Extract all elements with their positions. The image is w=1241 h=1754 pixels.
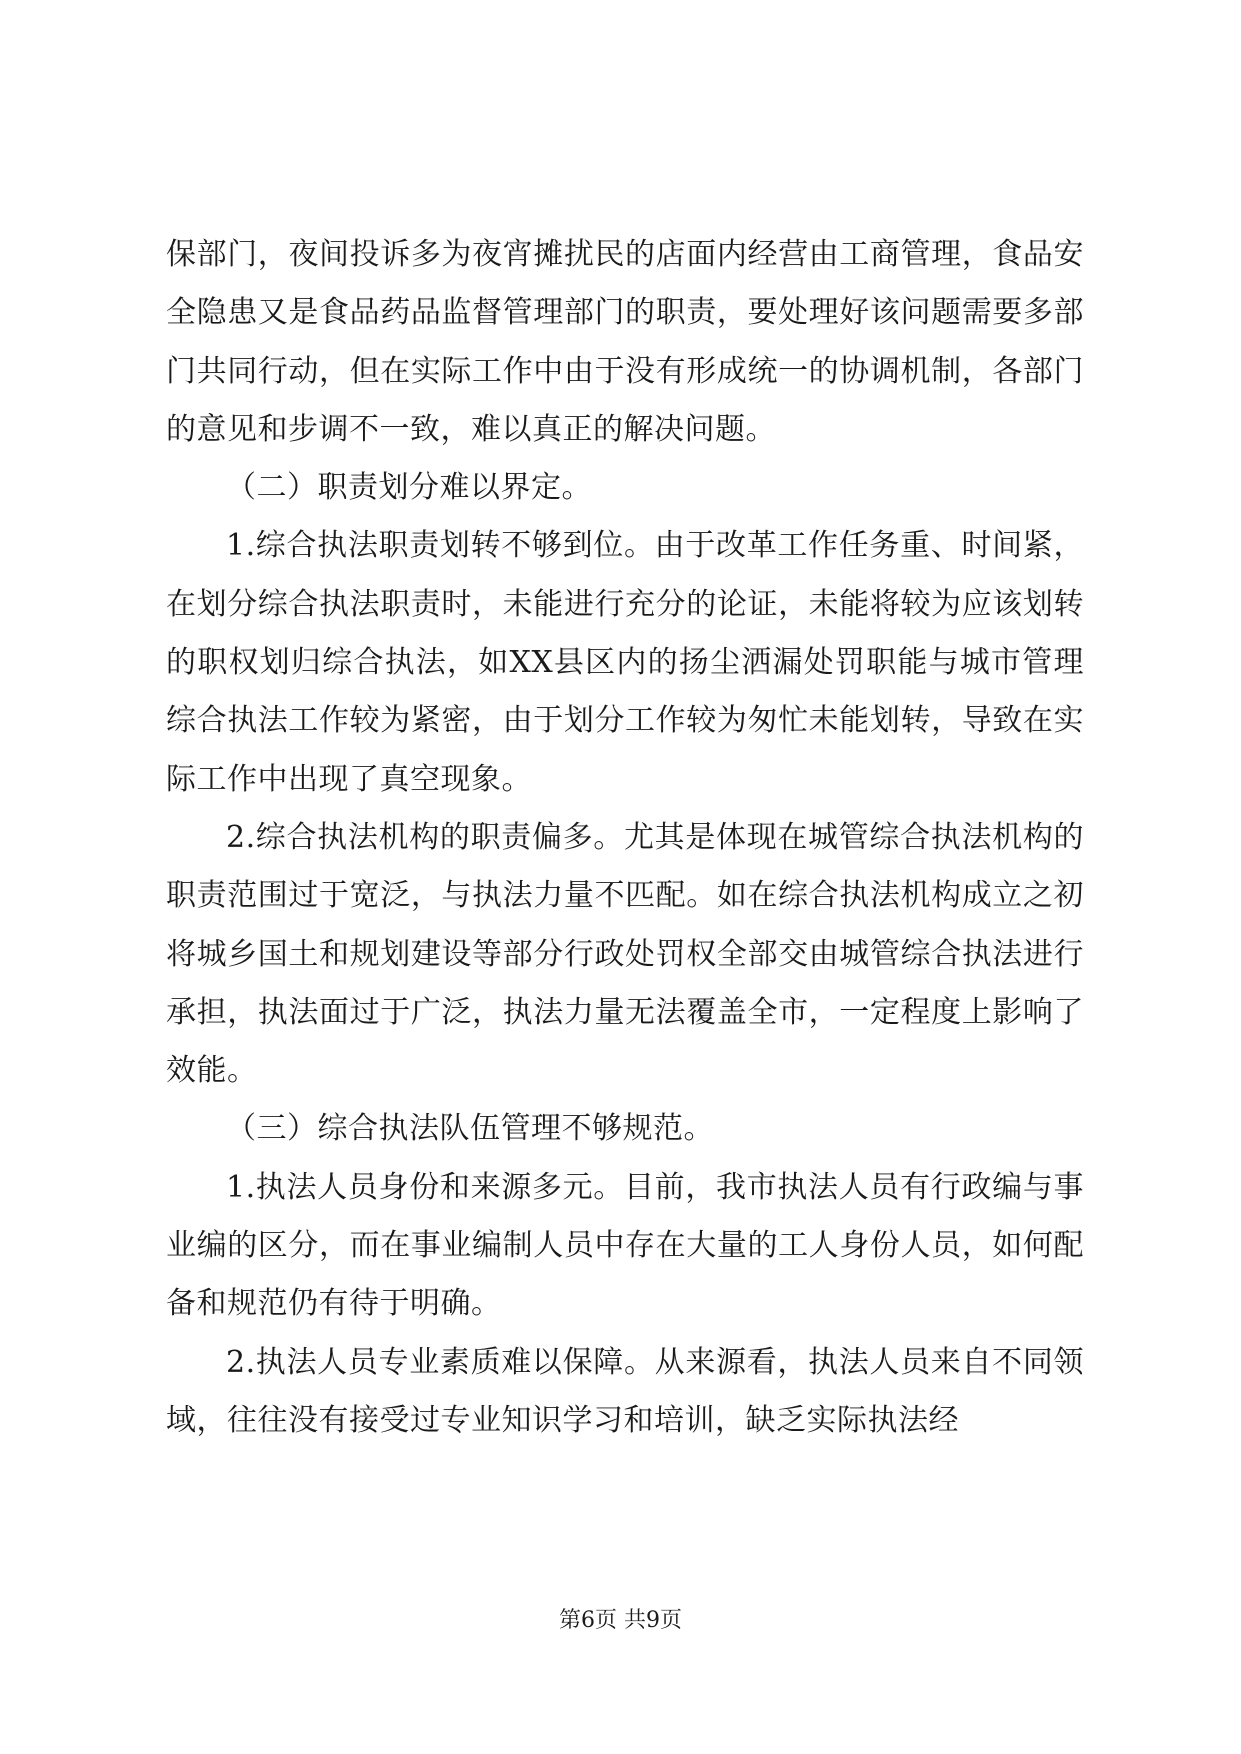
paragraph-3-1: 1.执法人员身份和来源多元。目前，我市执法人员有行政编与事业编的区分，而在事业编制人员中存在大量的工人身份人员，如何配备和规范仍有待于明确。 bbox=[166, 1169, 1084, 1322]
paragraph-continuation: 保部门，夜间投诉多为夜宵摊扰民的店面内经营由工商管理，食品安全隐患又是食品药品监督管理部门的职责，要处理好该问题需要多部门共同行动，但在实际工作中由于没有形成统一的协调机制，各部门的意见和步调不一致，难以真正的解决问题。 bbox=[166, 237, 1084, 447]
section-heading-3: （三）综合执法队伍管理不够规范。 bbox=[226, 1111, 714, 1147]
paragraph-2-2: 2.综合执法机构的职责偏多。尤其是体现在城管综合执法机构的职责范围过于宽泛，与执法力量不匹配。如在综合执法机构成立之初将城乡国土和规划建设等部分行政处罚权全部交由城管综合执法进行承担，执法面过于广泛，执法力量无法覆盖全市，一定程度上影响了效能。 bbox=[166, 819, 1084, 1089]
paragraph-3-2: 2.执法人员专业素质难以保障。从来源看，执法人员来自不同领域，往往没有接受过专业知识学习和培训，缺乏实际执法经 bbox=[166, 1344, 1084, 1438]
section-heading-2: （二）职责划分难以界定。 bbox=[226, 470, 592, 506]
body-text bbox=[166, 226, 1084, 1450]
page-number-footer: 第6页 共9页 bbox=[559, 1608, 682, 1633]
paragraph-2-1: 1.综合执法职责划转不够到位。由于改革工作任务重、时间紧，在划分综合执法职责时，未能进行充分的论证，未能将较为应该划转的职权划归综合执法，如XX县区内的扬尘洒漏处罚职能与城市管理综合执法工作较为紧密，由于划分工作较为匆忙未能划转，导致在实际工作中出现了真空现象。 bbox=[166, 528, 1084, 797]
